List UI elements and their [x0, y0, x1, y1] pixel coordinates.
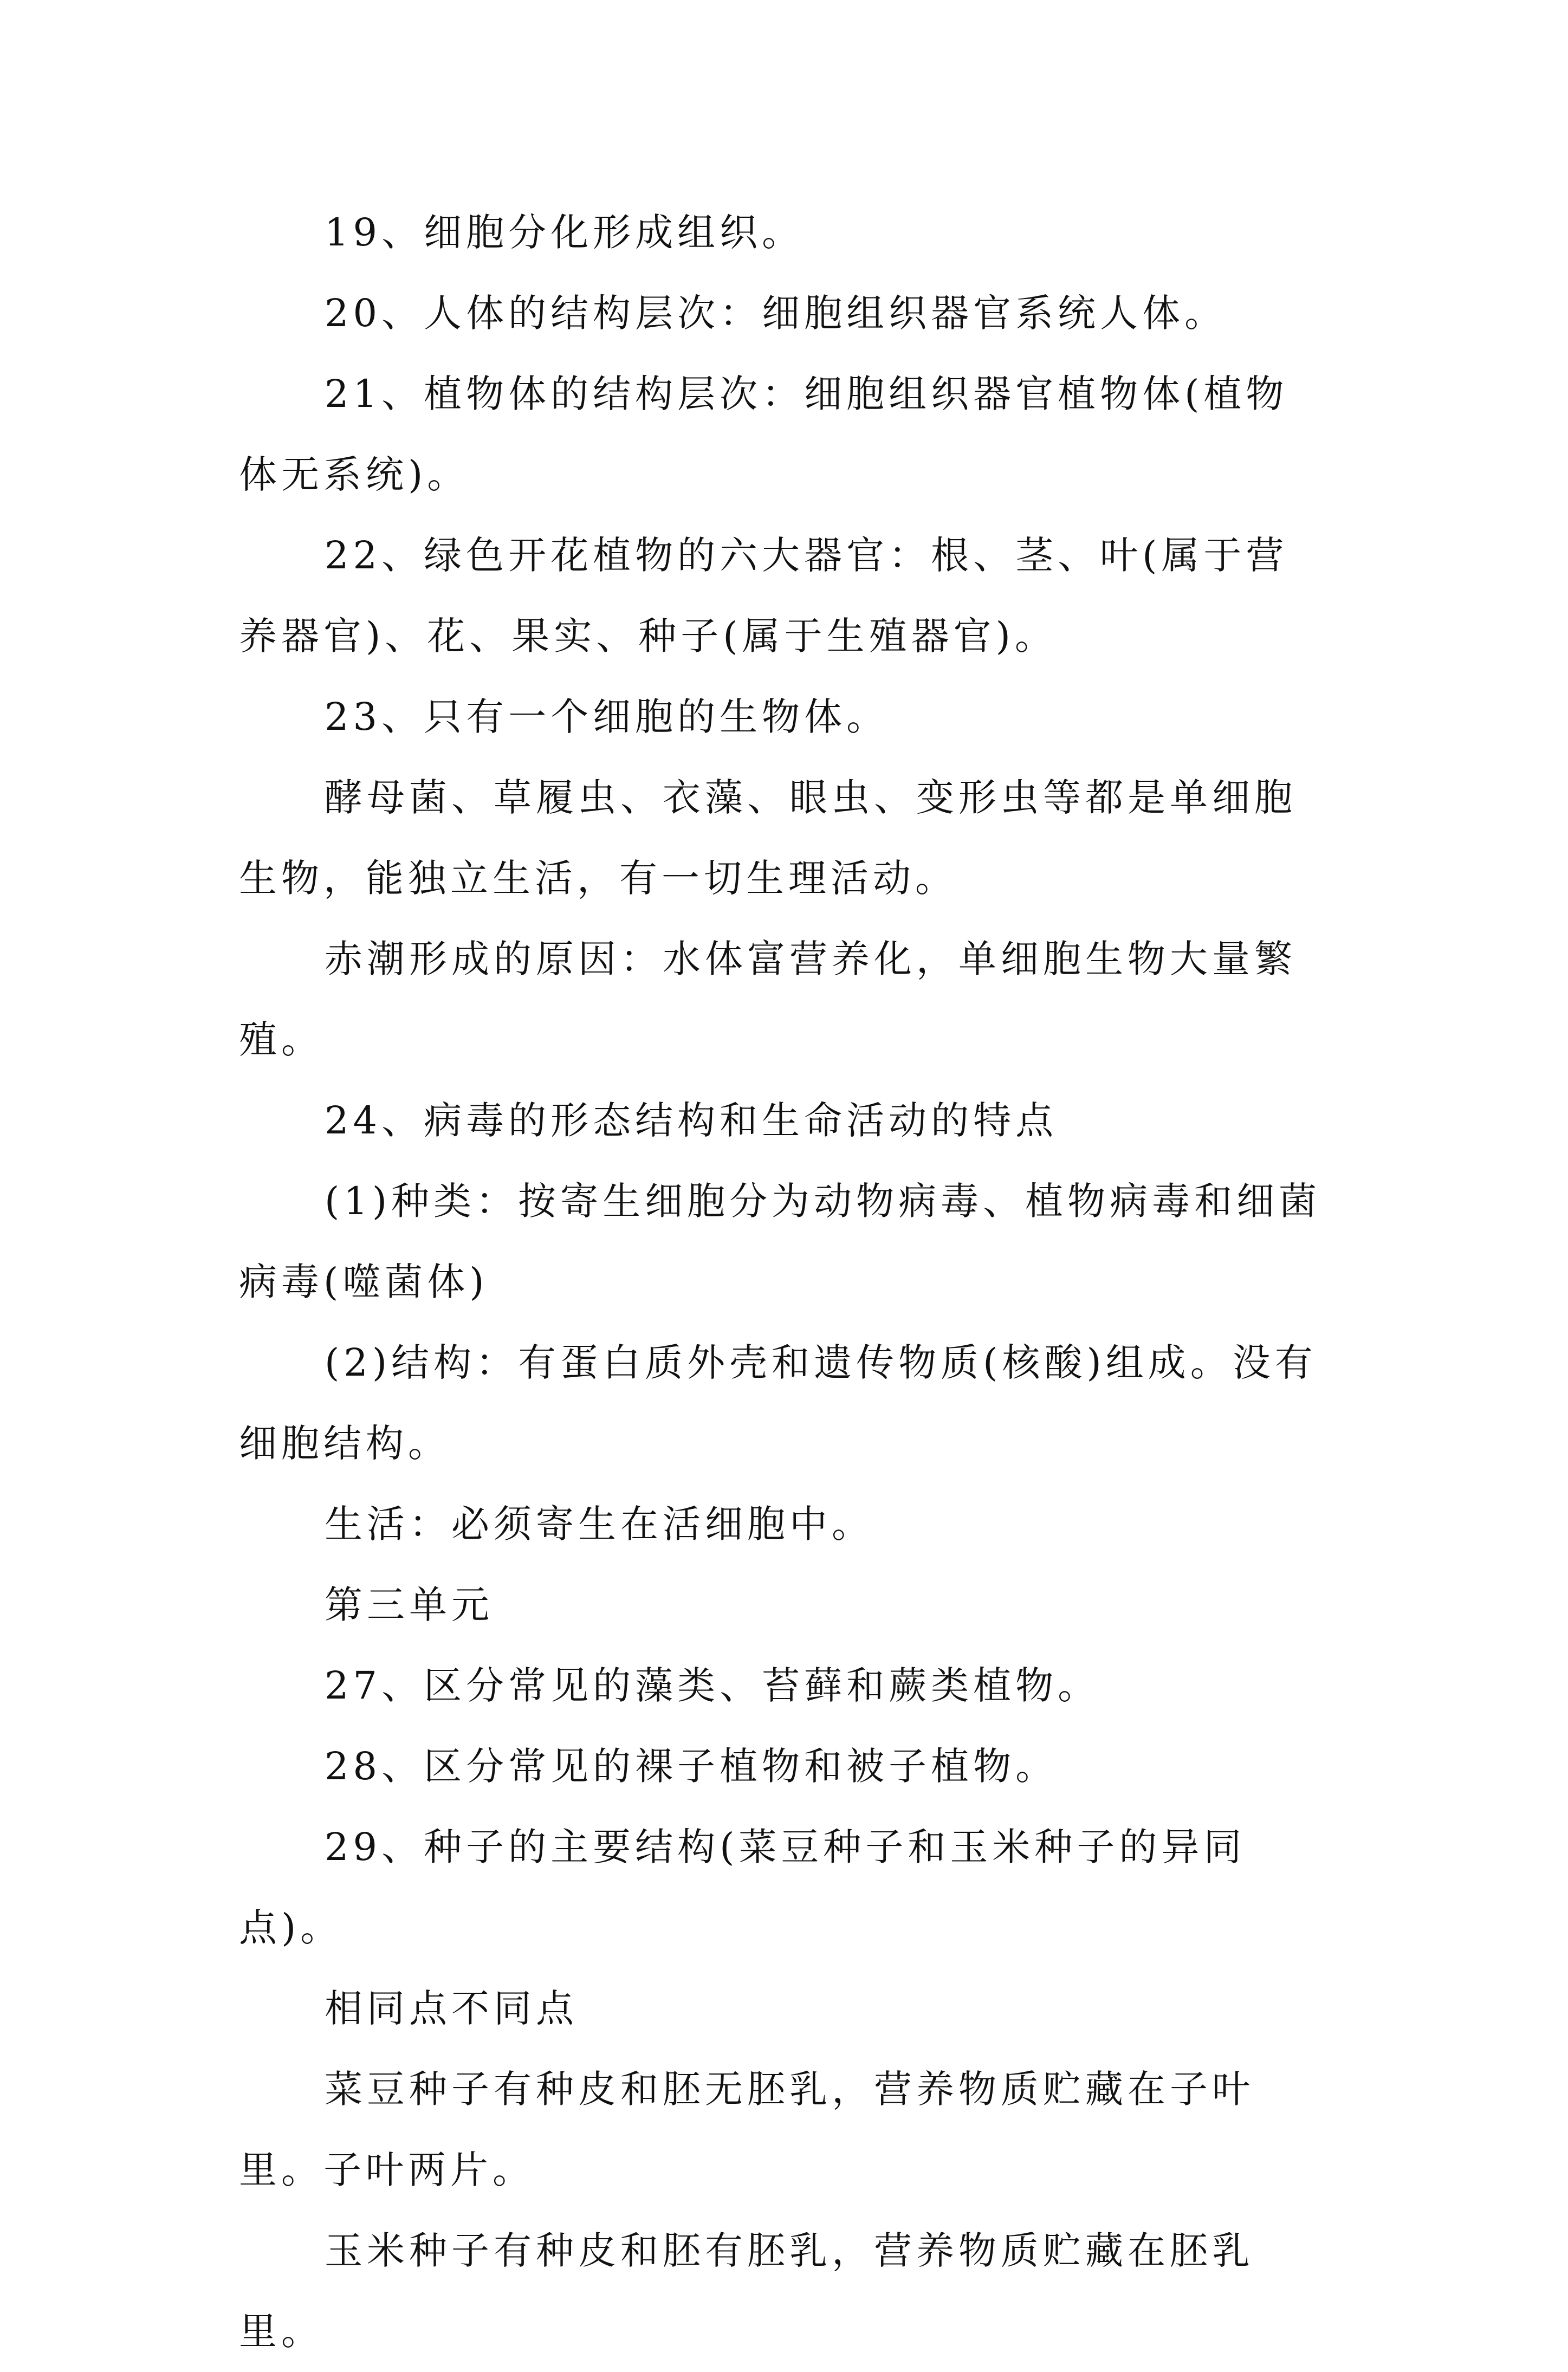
document-body [239, 192, 1323, 2372]
paragraph-red-tide: 赤潮形成的原因：水体富营养化，单细胞生物大量繁殖。 [239, 937, 1297, 1062]
paragraph-29: 29、种子的主要结构(菜豆种子和玉米种子的异同点)。 [239, 1825, 1246, 1950]
paragraph-virus-structure: (2)结构：有蛋白质外壳和遗传物质(核酸)组成。没有细胞结构。 [239, 1340, 1317, 1466]
paragraph-28: 28、区分常见的裸子植物和被子植物。 [325, 1744, 1058, 1788]
paragraph-24: 24、病毒的形态结构和生命活动的特点 [325, 1098, 1058, 1143]
paragraph-27: 27、区分常见的藻类、苔藓和蕨类植物。 [325, 1663, 1100, 1708]
paragraph-19: 19、细胞分化形成组织。 [325, 210, 805, 255]
paragraph-comparison-header: 相同点不同点 [325, 1986, 578, 2031]
paragraph-corn-seed: 玉米种子有种皮和胚有胚乳，营养物质贮藏在胚乳里。 [239, 2228, 1254, 2354]
paragraph-21: 21、植物体的结构层次：细胞组织器官植物体(植物体无系统)。 [239, 372, 1288, 497]
paragraph-virus-types: (1)种类：按寄生细胞分为动物病毒、植物病毒和细菌病毒(噬菌体) [239, 1179, 1321, 1304]
section-heading-unit-three: 第三单元 [325, 1583, 494, 1627]
paragraph-23: 23、只有一个细胞的生物体。 [325, 695, 889, 739]
paragraph-virus-life: 生活：必须寄生在活细胞中。 [325, 1502, 874, 1546]
paragraph-20: 20、人体的结构层次：细胞组织器官系统人体。 [325, 291, 1227, 335]
paragraph-unicellular-organisms: 酵母菌、草履虫、衣藻、眼虫、变形虫等都是单细胞生物，能独立生活，有一切生理活动。 [239, 775, 1297, 900]
paragraph-22: 22、绿色开花植物的六大器官：根、茎、叶(属于营养器官)、花、果实、种子(属于生殖器官)。 [239, 533, 1288, 658]
paragraph-bean-seed: 菜豆种子有种皮和胚无胚乳，营养物质贮藏在子叶里。子叶两片。 [239, 2067, 1254, 2192]
